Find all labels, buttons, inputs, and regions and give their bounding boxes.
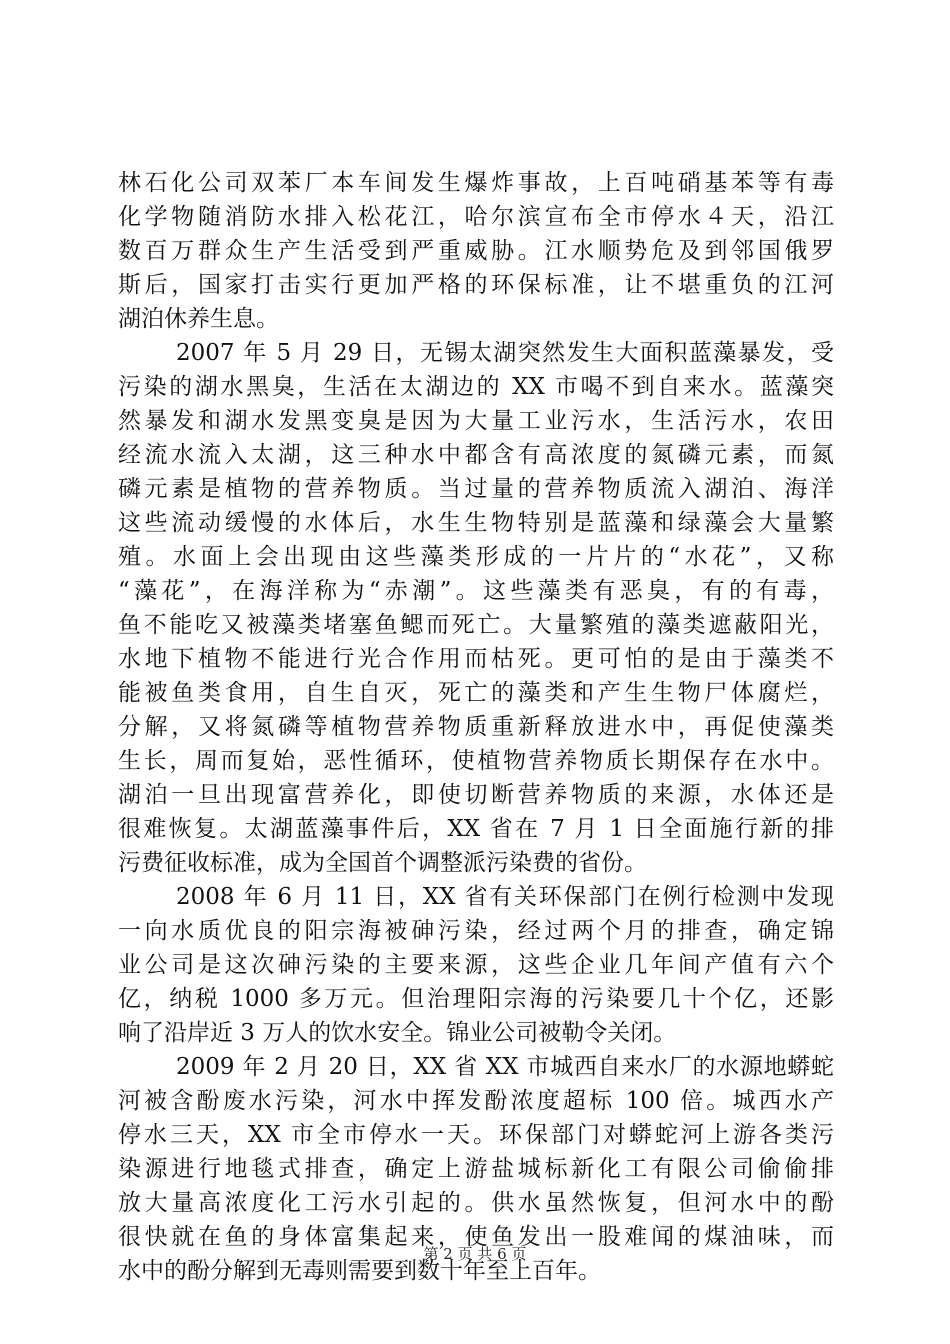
paragraph-line: 生长，周而复始，恶性循环，使植物营养物质长期保存在水中。 bbox=[118, 748, 834, 774]
paragraph-line: 放大量高浓度化工污水引起的。供水虽然恢复，但河水中的酚 bbox=[118, 1190, 834, 1216]
page-footer: 第 2 页 共 6 页 bbox=[423, 1245, 527, 1263]
document-body bbox=[118, 166, 834, 1288]
paragraph bbox=[118, 166, 834, 336]
paragraph-line: 水地下植物不能进行光合作用而枯死。更可怕的是由于藻类不 bbox=[118, 646, 834, 672]
paragraph-line: 亿，纳税 1000 多万元。但治理阳宗海的污染要几十个亿，还影 bbox=[118, 986, 834, 1012]
paragraph-line: 鱼不能吃又被藻类堵塞鱼鳃而死亡。大量繁殖的藻类遮蔽阳光， bbox=[118, 612, 834, 638]
paragraph-line: 磷元素是植物的营养物质。当过量的营养物质流入湖泊、海洋 bbox=[118, 476, 834, 502]
paragraph-line: 数百万群众生产生活受到严重威胁。江水顺势危及到邻国俄罗 bbox=[118, 238, 834, 264]
paragraph-line: 很快就在鱼的身体富集起来，使鱼发出一股难闻的煤油味，而 bbox=[118, 1224, 834, 1250]
paragraph-line: 2008 年 6 月 11 日，XX 省有关环保部门在例行检测中发现 bbox=[176, 884, 834, 910]
paragraph-line: 然暴发和湖水发黑变臭是因为大量工业污水，生活污水，农田 bbox=[118, 408, 834, 434]
paragraph-line: 业公司是这次砷污染的主要来源，这些企业几年间产值有六个 bbox=[118, 952, 834, 978]
paragraph-line: 一向水质优良的阳宗海被砷污染，经过两个月的排查，确定锦 bbox=[118, 918, 834, 944]
paragraph-line: 水中的酚分解到无毒则需要到数十年至上百年。 bbox=[118, 1258, 601, 1284]
paragraph-line: 湖泊一旦出现富营养化，即使切断营养物质的来源，水体还是 bbox=[118, 782, 834, 808]
paragraph-line: 污费征收标准，成为全国首个调整派污染费的省份。 bbox=[118, 850, 647, 876]
paragraph-line: 响了沿岸近 3 万人的饮水安全。锦业公司被勒令关闭。 bbox=[118, 1020, 677, 1046]
paragraph bbox=[118, 336, 834, 880]
paragraph-line: 经流水流入太湖，这三种水中都含有高浓度的氮磷元素，而氮 bbox=[118, 442, 834, 468]
paragraph-line: 河被含酚废水污染，河水中挥发酚浓度超标 100 倍。城西水产 bbox=[118, 1088, 834, 1114]
paragraph bbox=[118, 880, 834, 1050]
paragraph-line: 很难恢复。太湖蓝藻事件后，XX 省在 7 月 1 日全面施行新的排 bbox=[118, 816, 834, 842]
paragraph-line: 斯后，国家打击实行更加严格的环保标准，让不堪重负的江河 bbox=[118, 272, 834, 298]
paragraph-line: 污染的湖水黑臭，生活在太湖边的 XX 市喝不到自来水。蓝藻突 bbox=[118, 374, 834, 400]
paragraph-line: 染源进行地毯式排查，确定上游盐城标新化工有限公司偷偷排 bbox=[118, 1156, 834, 1182]
paragraph-line: 殖。水面上会出现由这些藻类形成的一片片的“水花”，又称 bbox=[118, 544, 834, 570]
paragraph-line: 2007 年 5 月 29 日，无锡太湖突然发生大面积蓝藻暴发，受 bbox=[176, 340, 834, 366]
paragraph-line: 停水三天，XX 市全市停水一天。环保部门对蟒蛇河上游各类污 bbox=[118, 1122, 834, 1148]
paragraph-line: 这些流动缓慢的水体后，水生生物特别是蓝藻和绿藻会大量繁 bbox=[118, 510, 834, 536]
paragraph-line: 林石化公司双苯厂本车间发生爆炸事故，上百吨硝基苯等有毒 bbox=[118, 170, 834, 196]
paragraph-line: 化学物随消防水排入松花江，哈尔滨宣布全市停水４天，沿江 bbox=[118, 204, 834, 230]
paragraph-line: 2009 年 2 月 20 日，XX 省 XX 市城西自来水厂的水源地蟒蛇 bbox=[176, 1054, 834, 1080]
paragraph-line: “藻花”，在海洋称为“赤潮”。这些藻类有恶臭，有的有毒， bbox=[118, 578, 834, 604]
paragraph-line: 湖泊休养生息。 bbox=[118, 306, 279, 332]
paragraph-line: 分解，又将氮磷等植物营养物质重新释放进水中，再促使藻类 bbox=[118, 714, 834, 740]
paragraph-line: 能被鱼类食用，自生自灭，死亡的藻类和产生生物尸体腐烂， bbox=[118, 680, 834, 706]
